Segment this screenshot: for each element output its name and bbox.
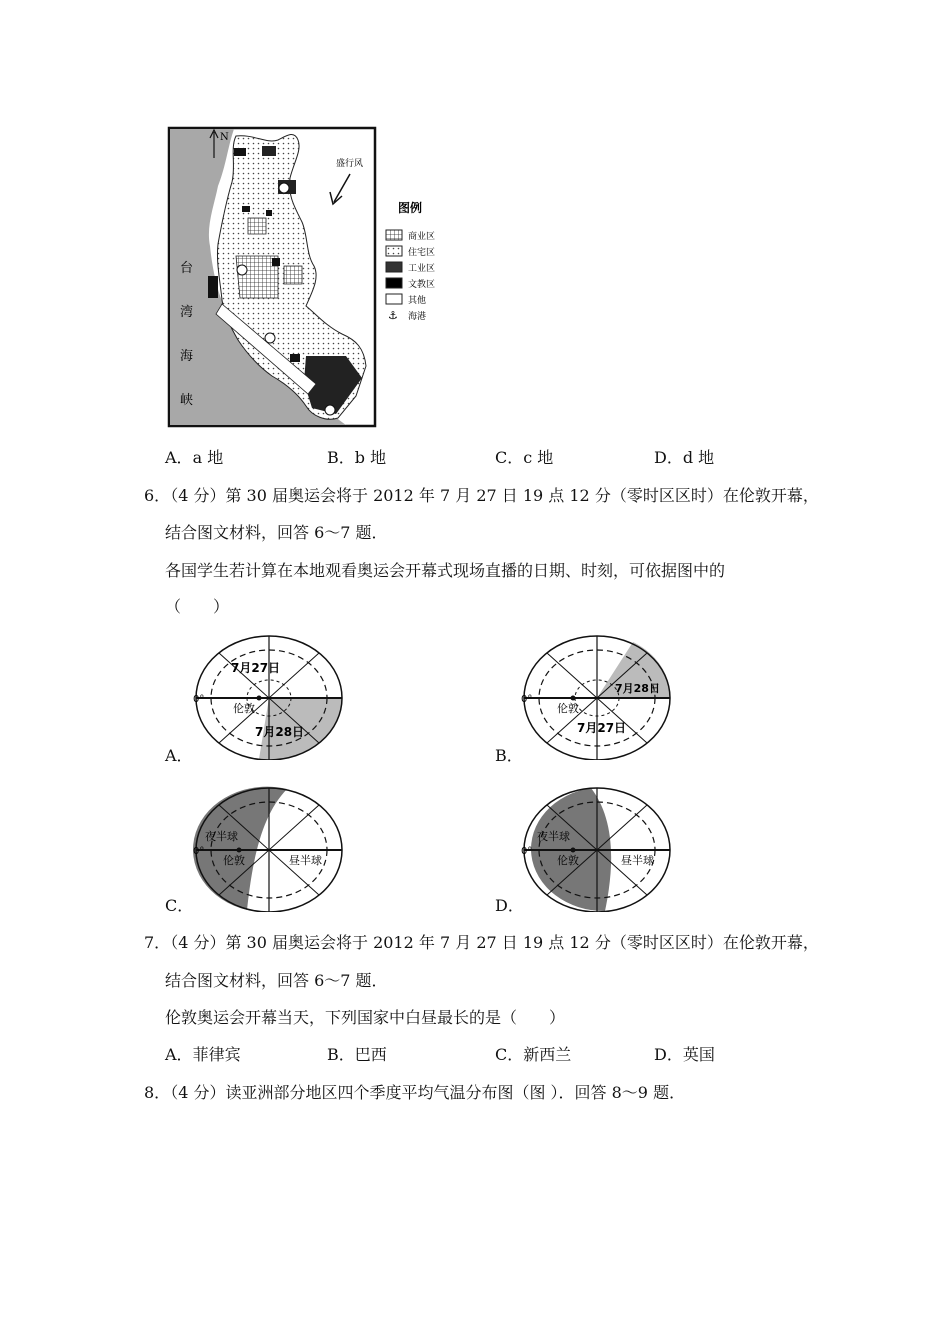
strait-char: 峡 [180,393,194,408]
q6-option-b[interactable]: B． [495,746,523,765]
london-label: 伦敦 [233,702,255,715]
legend-item: 其他 [408,296,427,306]
anchor-icon: ⚓ [388,309,398,322]
dial-d-figure [521,784,681,912]
day-hemisphere-label: 昼半球 [289,854,322,867]
commercial-zone [236,256,278,298]
strait-char: 台 [180,261,194,276]
q6-stem: 6．（4 分）第 30 届奥运会将于 2012 年 7 月 27 日 19 点 12 分（零时区区时）在伦敦开幕， [144,486,819,505]
q6-option-a[interactable]: A． [165,746,193,765]
legend-item: 工业区 [408,264,436,274]
city-map-figure [166,126,456,428]
night-hemisphere-label: 夜半球 [205,830,238,843]
q6-answer-blank: （ ） [165,597,230,616]
london-label: 伦敦 [223,854,245,867]
q7-option-d[interactable]: D．英国 [654,1045,715,1064]
dial-c-figure [193,784,353,912]
legend-item: 商业区 [408,232,436,242]
legend-title: 图例 [398,201,423,215]
day-hemisphere-label: 昼半球 [621,854,654,867]
q6-line3: 各国学生若计算在本地观看奥运会开幕式现场直播的日期、时刻，可依据图中的 [165,561,726,580]
q5-option-b[interactable]: B．b 地 [327,448,387,467]
strait-char: 湾 [180,305,194,320]
map-legend [386,200,435,322]
q6-option-c[interactable]: C． [165,896,194,915]
london-label: 伦敦 [557,702,579,715]
q7-option-a[interactable]: A．菲律宾 [165,1045,241,1064]
q5-option-c[interactable]: C．c 地 [495,448,554,467]
q8-stem: 8．（4 分）读亚洲部分地区四个季度平均气温分布图（图 ）．回答 8～9 题． [144,1083,686,1102]
q7-line2: 结合图文材料，回答 6～7 题． [165,971,388,990]
zero-meridian-label: 0° [521,694,533,705]
zero-meridian-label: 0° [193,694,205,705]
zero-meridian-label: 0° [193,846,205,857]
q5-option-a[interactable]: A．a 地 [165,448,224,467]
date-label: 7月27日 [577,721,627,735]
q7-stem: 7．（4 分）第 30 届奥运会将于 2012 年 7 月 27 日 19 点 12 分（零时区区时）在伦敦开幕， [144,933,819,952]
dial-a-figure [193,632,353,760]
q6-line2: 结合图文材料，回答 6～7 题． [165,523,388,542]
compass-label: N [220,132,229,143]
q6-option-d[interactable]: D． [495,896,524,915]
legend-item: 海港 [408,312,427,322]
legend-item: 文教区 [408,280,436,290]
night-hemisphere-label: 夜半球 [537,830,570,843]
q7-line3: 伦敦奥运会开幕当天，下列国家中白昼最长的是（ ） [165,1008,566,1027]
wind-label: 盛行风 [336,159,364,169]
legend-item: 住宅区 [408,248,436,258]
q7-option-c[interactable]: C．新西兰 [495,1045,572,1064]
date-label: 7月27日 [231,661,281,675]
dial-b-figure [521,632,681,760]
zero-meridian-label: 0° [521,846,533,857]
q7-option-b[interactable]: B．巴西 [327,1045,387,1064]
q5-option-d[interactable]: D．d 地 [654,448,715,467]
london-label: 伦敦 [557,854,579,867]
date-label: 7月28日 [615,682,660,695]
date-label: 7月28日 [255,725,305,739]
strait-char: 海 [180,349,194,364]
